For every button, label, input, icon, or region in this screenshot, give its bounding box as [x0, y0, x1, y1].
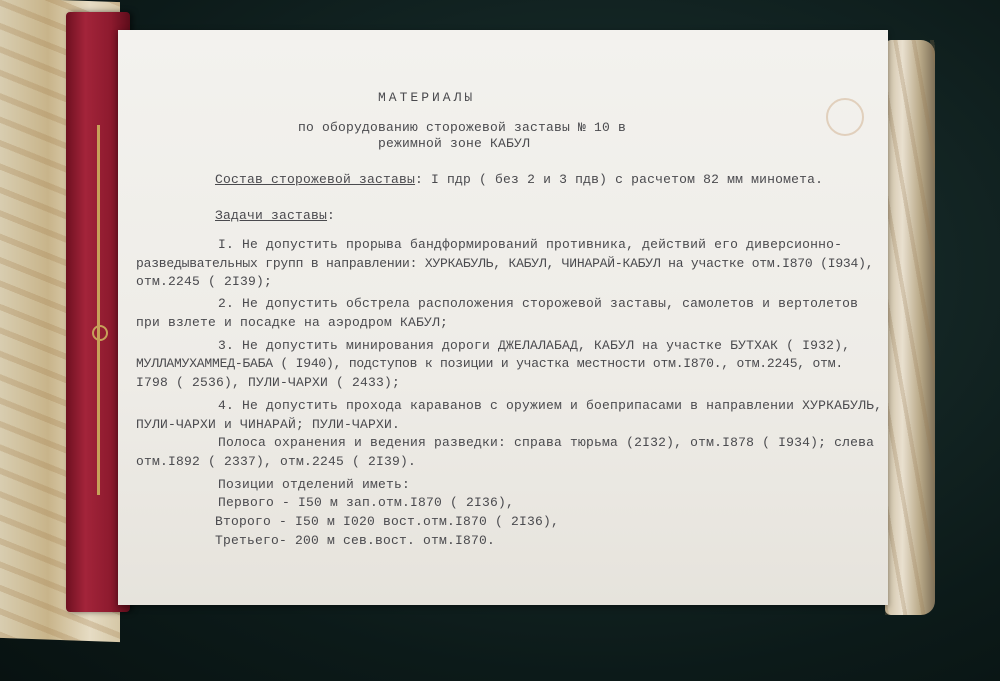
task-line: разведывательных групп в направлении: ХУРКАБУЛЬ, КАБУЛ, ЧИНАРАЙ-КАБУЛ на участке отм.I870 (I934), [136, 256, 874, 271]
binding-cord [97, 125, 100, 495]
stain-mark [826, 98, 864, 136]
tasks-colon: : [327, 208, 336, 223]
composition-line [215, 172, 823, 187]
task-line: отм.I892 ( 2337), отм.2245 ( 2I39). [136, 454, 417, 469]
task-line: Позиции отделений иметь: [218, 477, 411, 492]
task-line: Третьего- 200 м сев.вост. отм.I870. [215, 533, 496, 548]
binding-ring-icon [92, 325, 108, 341]
document-subtitle-line2: режимной зоне КАБУЛ [378, 136, 531, 151]
task-line: I. Не допустить прорыва бандформирований противника, действий его диверсионно- [218, 237, 843, 252]
task-line: 3. Не допустить минирования дороги ДЖЕЛАЛАБАД, КАБУЛ на участке БУТХАК ( I932), [218, 338, 851, 353]
task-line: 4. Не допустить прохода караванов с оружием и боеприпасами в направлении ХУРКАБУЛЬ, [218, 398, 883, 413]
task-line: Полоса охранения и ведения разведки: справа тюрьма (2I32), отм.I878 ( I934); слева [218, 435, 875, 450]
folder-right-edge [885, 40, 935, 615]
composition-label: Состав сторожевой заставы [215, 172, 416, 187]
task-line: МУЛЛАМУХАММЕД-БАБА ( I940), подступов к позиции и участка местности отм.I870., отм.2245, отм. [136, 356, 843, 371]
composition-text: : I пдр ( без 2 и 3 пдв) с расчетом 82 мм миномета. [415, 172, 824, 187]
task-line: 2. Не допустить обстрела расположения сторожевой заставы, самолетов и вертолетов [218, 296, 859, 311]
task-line: при взлете и посадке на аэродром КАБУЛ; [136, 315, 449, 330]
tasks-heading [215, 208, 335, 223]
task-line: I798 ( 2536), ПУЛИ-ЧАРХИ ( 2433); [136, 375, 401, 390]
document-subtitle-line1: по оборудованию сторожевой заставы № 10 в [298, 120, 627, 135]
task-line: Второго - I50 м I020 вост.отм.I870 ( 2I36), [215, 514, 560, 529]
task-line: Первого - I50 м зап.отм.I870 ( 2I36), [218, 495, 515, 510]
task-line: отм.2245 ( 2I39); [136, 274, 273, 289]
document-title: МАТЕРИАЛЫ [378, 90, 476, 105]
tasks-label: Задачи заставы [215, 208, 328, 223]
task-line: ПУЛИ-ЧАРХИ и ЧИНАРАЙ; ПУЛИ-ЧАРХИ. [136, 417, 401, 432]
